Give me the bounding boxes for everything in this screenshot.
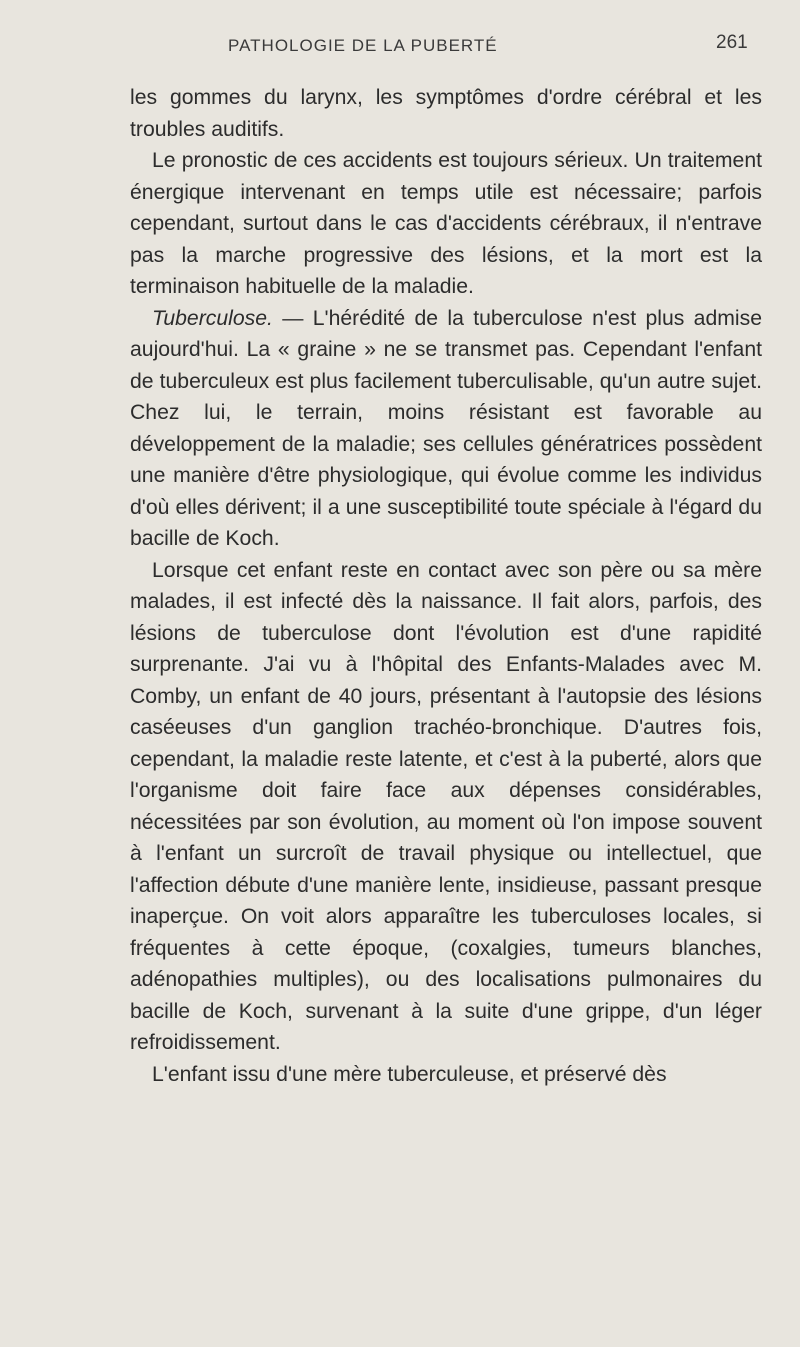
paragraph-tuberculose: Tuberculose. — L'hérédité de la tuberculose n'est plus admise aujourd'hui. La « graine » ne se transmet pas. Cependant l'enfant de tuberculeux est plus facilement tuberculisable, qu'un autre sujet. Chez lui, le terrain, moins résistant est favorable au développement de la maladie; ses cellules génératrices possèdent une manière d'être physiologique, qui évolue comme les individus d'où elles dérivent; il a une susceptibilité toute spéciale à l'égard du bacille de Koch. [130, 306, 762, 550]
body-text [130, 82, 762, 1090]
section-heading-tuberculose: Tuberculose. [152, 306, 273, 330]
running-title: PATHOLOGIE DE LA PUBERTÉ [228, 36, 498, 55]
page-number: 261 [716, 32, 748, 53]
paragraph-continuation: les gommes du larynx, les symptômes d'ordre cérébral et les troubles auditifs. [130, 86, 762, 141]
paragraph-contact: Lorsque cet enfant reste en contact avec son père ou sa mère malades, il est infecté dès la naissance. Il fait alors, parfois, des lésions de tuberculose dont l'évolution est d'une rapidité surprenante. J'ai vu à l'hôpital des Enfants-Malades avec M. Comby, un enfant de 40 jours, présentant à l'autopsie des lésions caséeuses d'un ganglion trachéo-bronchique. D'autres fois, cependant, la maladie reste latente, et c'est à la puberté, alors que l'organisme doit faire face aux dépenses considérables, nécessitées par son évolution, au moment où l'on impose souvent à l'enfant un surcroît de travail physique ou intellectuel, que l'affection débute d'une manière lente, insidieuse, passant presque inaperçue. On voit alors apparaître les tuberculoses locales, si fréquentes à cette époque, (coxalgies, tumeurs blanches, adénopathies multiples), ou des localisations pulmonaires du bacille de Koch, survenant à la suite d'une grippe, d'un léger refroidissement. [130, 558, 762, 1054]
paragraph-enfant-issu: L'enfant issu d'une mère tuberculeuse, et préservé dès [152, 1062, 667, 1086]
paragraph-pronostic: Le pronostic de ces accidents est toujours sérieux. Un traitement énergique intervenant en temps utile est nécessaire; parfois cependant, surtout dans le cas d'accidents cérébraux, il n'entrave pas la marche progressive des lésions, et la mort est la terminaison habituelle de la maladie. [130, 149, 762, 298]
